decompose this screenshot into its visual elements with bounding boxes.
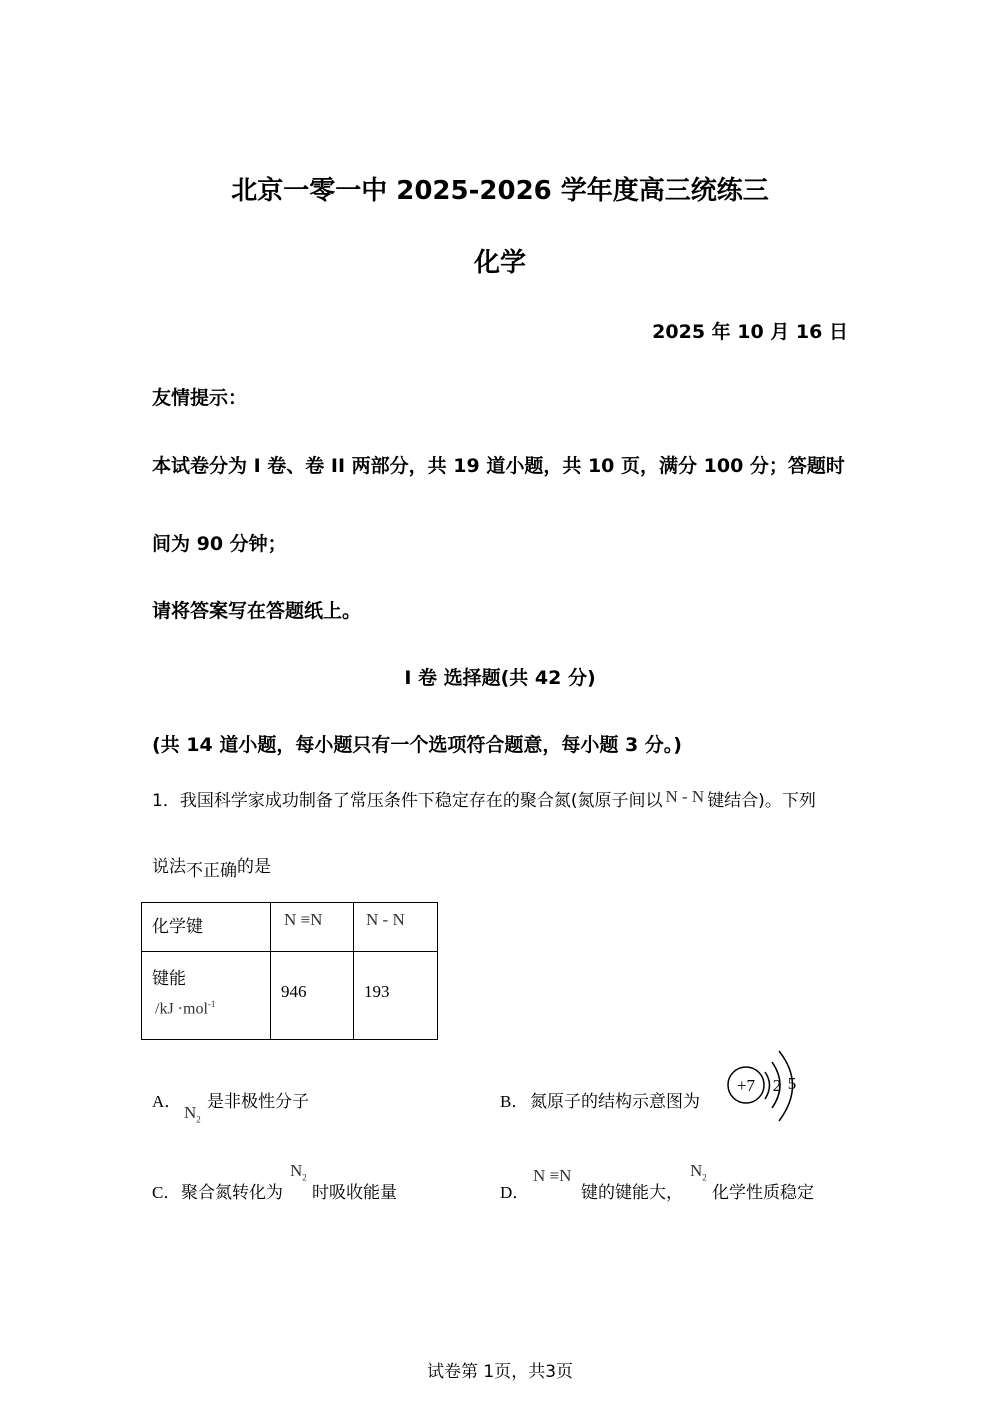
notice-line-3: 请将答案写在答题纸上。 <box>152 600 362 622</box>
table-col-triple-bond: N ≡N <box>284 910 323 929</box>
shell-2-electrons: 5 <box>787 1074 797 1093</box>
option-c-label: C． <box>152 1183 181 1202</box>
option-a-text: 是非极性分子 <box>207 1092 309 1112</box>
notice-line-1: 本试卷分为 I 卷、卷 II 两部分，共 19 道小题，共 10 页，满分 100 分；答题时 <box>152 455 845 477</box>
table-header-row <box>142 903 438 952</box>
table-value-triple: 946 <box>281 982 307 1001</box>
table-cell <box>354 903 438 952</box>
option-a-label: A． <box>152 1092 182 1111</box>
option-c-formula: $N_2$ <box>290 1161 307 1183</box>
table-row-unit: /kJ ·mol$^{-1}$ <box>155 999 216 1018</box>
option-d-label: D． <box>500 1183 530 1202</box>
nucleus-charge: +7 <box>736 1076 756 1095</box>
option-c-text-b: 时吸收能量 <box>312 1183 397 1203</box>
table-col-single-bond: N - N <box>366 910 405 929</box>
bond-inline-formula: N - N <box>665 787 705 806</box>
question-number: 1． <box>152 791 180 811</box>
negation-word: 不正确 <box>186 861 237 881</box>
table-row-label: 键能 <box>152 969 186 989</box>
option-d-formula: $N_2$ <box>690 1161 707 1183</box>
question-line2-b: 的是 <box>237 857 271 877</box>
option-d-text-b: 化学性质稳定 <box>712 1183 814 1203</box>
table-cell <box>354 952 438 1040</box>
question-1-line-2 <box>152 852 271 881</box>
table-cell <box>142 952 271 1040</box>
option-b-text: 氮原子的结构示意图为 <box>530 1092 700 1112</box>
question-line2-a: 说法 <box>152 857 186 877</box>
question-text-b: 键结合)。下列 <box>707 791 816 811</box>
notice-heading: 友情提示： <box>152 387 248 409</box>
table-cell <box>271 952 354 1040</box>
shell-1-electrons: 2 <box>772 1076 782 1095</box>
question-text-a: 我国科学家成功制备了常压条件下稳定存在的聚合氮(氮原子间以 <box>179 791 663 811</box>
option-b-label: B． <box>500 1092 529 1111</box>
exam-title: 北京一零一中 2025-2026 学年度高三统练三 <box>231 176 769 206</box>
question-1-line-1 <box>152 786 816 811</box>
nitrogen-atom-structure-diagram <box>722 1045 804 1127</box>
option-d-bond: N ≡N <box>533 1166 572 1185</box>
table-row <box>142 952 438 1040</box>
electron-shell-1 <box>765 1072 770 1099</box>
table-value-single: 193 <box>364 982 390 1001</box>
table-header-label: 化学键 <box>152 917 203 937</box>
bond-energy-table <box>141 902 438 1040</box>
option-a-formula: $N_2$ <box>184 1103 201 1125</box>
table-cell <box>271 903 354 952</box>
page-footer: 试卷第 1页，共3页 <box>426 1362 574 1382</box>
section-instructions: (共 14 道小题，每小题只有一个选项符合题意，每小题 3 分。) <box>152 734 682 756</box>
exam-date: 2025 年 10 月 16 日 <box>652 321 848 343</box>
table-cell <box>142 903 271 952</box>
notice-line-2: 间为 90 分钟； <box>152 533 287 555</box>
option-d-text-a: 键的键能大， <box>581 1183 683 1203</box>
section-title: I 卷 选择题(共 42 分) <box>404 667 596 689</box>
option-c-text-a: 聚合氮转化为 <box>181 1183 283 1203</box>
subject-title: 化学 <box>473 248 526 278</box>
